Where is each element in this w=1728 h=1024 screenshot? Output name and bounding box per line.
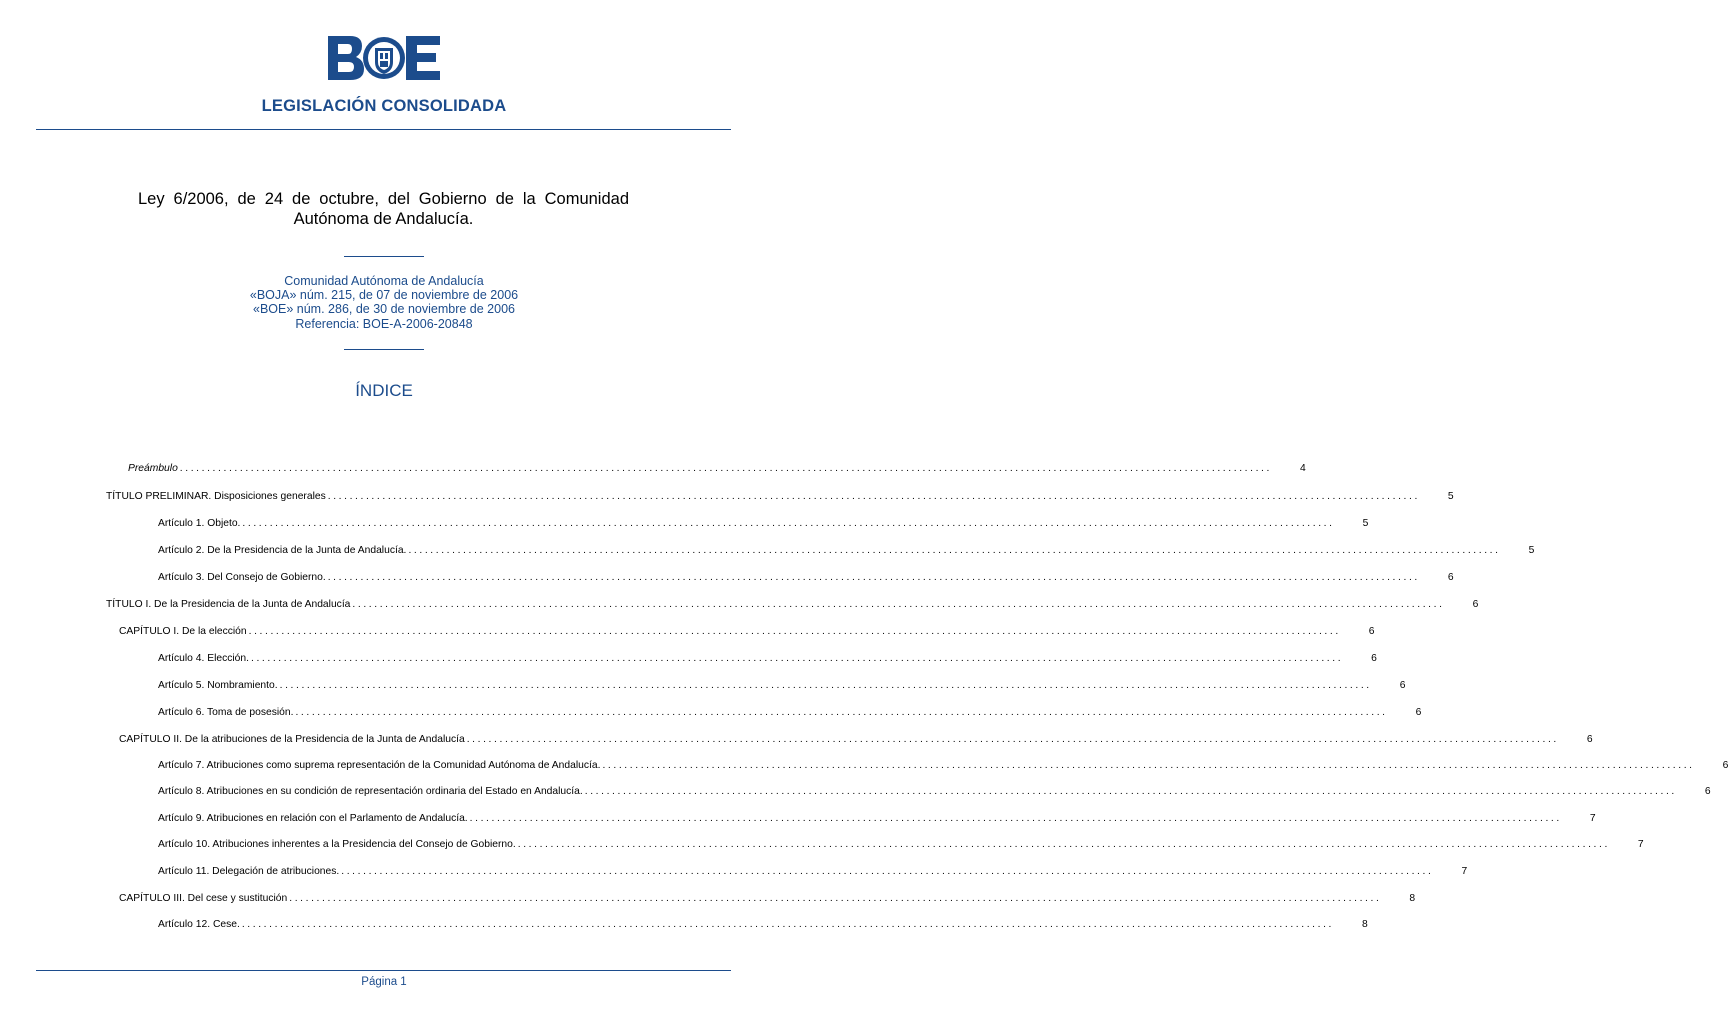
toc-entry-page: 6 [1722, 760, 1728, 771]
meta-boe: «BOE» núm. 286, de 30 de noviembre de 2006 [253, 302, 515, 317]
toc-entry-page: 4 [1299, 463, 1306, 474]
toc-entry[interactable] [158, 679, 1406, 693]
toc-entry-label: Artículo 2. De la Presidencia de la Junta de Andalucía. [158, 545, 407, 556]
toc-entry-page: 6 [1586, 734, 1593, 745]
toc-dot-leader: ........................................................................................................................................................................................................ [327, 572, 1420, 583]
toc-dot-leader: ........................................................................................................................................................................................................ [341, 866, 1434, 877]
document-title-line2: Autónoma de Andalucía. [293, 210, 474, 228]
toc-dot-leader: ........................................................................................................................................................................................................ [251, 653, 1344, 664]
toc-entry[interactable] [158, 759, 1728, 773]
toc-entry-page: 6 [1399, 680, 1406, 691]
meta-divider-top [344, 256, 424, 257]
document-title [138, 189, 629, 229]
toc-entry[interactable] [119, 625, 1375, 639]
toc-entry[interactable] [106, 490, 1454, 504]
toc-entry[interactable] [119, 733, 1593, 747]
toc-entry-label: Artículo 5. Nombramiento. [158, 680, 278, 691]
meta-boja: «BOJA» núm. 215, de 07 de noviembre de 2006 [249, 288, 519, 303]
publication-meta [0, 274, 768, 331]
toc-dot-leader: ........................................................................................................................................................................................................ [295, 707, 1388, 718]
toc-entry-label: Artículo 9. Atribuciones en relación con el Parlamento de Andalucía. [158, 813, 468, 824]
toc-dot-leader: ........................................................................................................................................................................................................ [352, 599, 1445, 610]
toc-entry-label: Artículo 1. Objeto. [158, 518, 241, 529]
toc-dot-leader: ........................................................................................................................................................................................................ [466, 734, 1559, 745]
toc-entry-page: 6 [1447, 572, 1454, 583]
toc-dot-leader: ........................................................................................................................................................................................................ [408, 545, 1501, 556]
meta-community: Comunidad Autónoma de Andalucía [284, 274, 484, 288]
toc-dot-leader: ........................................................................................................................................................................................................ [179, 463, 1272, 474]
toc-entry-page: 6 [1472, 599, 1479, 610]
toc-dot-leader: ........................................................................................................................................................................................................ [242, 518, 1335, 529]
toc-entry[interactable] [158, 652, 1377, 666]
header-divider [36, 129, 731, 130]
section-title: LEGISLACIÓN CONSOLIDADA [261, 97, 507, 115]
toc-entry[interactable] [158, 571, 1454, 585]
toc-dot-leader: ........................................................................................................................................................................................................ [248, 626, 1341, 637]
toc-dot-leader: ........................................................................................................................................................................................................ [469, 813, 1562, 824]
toc-dot-leader: ........................................................................................................................................................................................................ [279, 680, 1372, 691]
index-title: ÍNDICE [355, 381, 413, 400]
toc-entry[interactable] [106, 598, 1479, 612]
toc-entry-label: Artículo 4. Elección. [158, 653, 249, 664]
toc-entry-label: Artículo 10. Atribuciones inherentes a la Presidencia del Consejo de Gobierno. [158, 839, 516, 850]
toc-entry[interactable] [119, 892, 1416, 906]
toc-entry-label: CAPÍTULO I. De la elección [119, 626, 247, 637]
document-title-line1: Ley 6/2006, de 24 de octubre, del Gobierno de la Comunidad [138, 190, 629, 208]
toc-entry-label: Artículo 12. Cese. [158, 919, 240, 930]
toc-entry[interactable] [158, 544, 1535, 558]
meta-divider-bottom [344, 349, 424, 350]
toc-entry-page: 7 [1589, 813, 1596, 824]
toc-entry-label: TÍTULO PRELIMINAR. Disposiciones generales [106, 491, 326, 502]
toc-entry[interactable] [158, 838, 1644, 852]
toc-entry[interactable] [158, 865, 1468, 879]
toc-entry-page: 8 [1362, 919, 1368, 930]
meta-reference: Referencia: BOE-A-2006-20848 [295, 316, 473, 331]
toc-entry-label: Artículo 8. Atribuciones en su condición de representación ordinaria del Estado en Andalucía. [158, 786, 583, 797]
footer-divider [36, 970, 731, 971]
toc-entry-page: 6 [1371, 653, 1377, 664]
toc-entry-page: 6 [1368, 626, 1375, 637]
toc-entry-page: 7 [1637, 839, 1644, 850]
toc-entry-label: Artículo 11. Delegación de atribuciones. [158, 866, 340, 877]
toc-entry-label: TÍTULO I. De la Presidencia de la Junta de Andalucía [106, 599, 351, 610]
toc-entry[interactable] [158, 706, 1422, 720]
toc-entry[interactable] [128, 462, 1306, 476]
toc-entry-page: 6 [1704, 786, 1711, 797]
toc-dot-leader: ........................................................................................................................................................................................................ [289, 893, 1382, 904]
boe-logo [328, 36, 440, 80]
toc-entry-label: Artículo 3. Del Consejo de Gobierno. [158, 572, 326, 583]
toc-entry-label: Artículo 6. Toma de posesión. [158, 707, 294, 718]
toc-dot-leader: ........................................................................................................................................................................................................ [241, 919, 1335, 930]
toc-entry-page: 5 [1362, 518, 1369, 529]
toc-entry-label: Artículo 7. Atribuciones como suprema representación de la Comunidad Autónoma de Andalucía. [158, 760, 601, 771]
toc-entry-label: CAPÍTULO III. Del cese y sustitución [119, 893, 288, 904]
toc-entry[interactable] [158, 812, 1596, 826]
toc-dot-leader: ........................................................................................................................................................................................................ [584, 786, 1677, 797]
toc-entry-label: CAPÍTULO II. De la atribuciones de la Presidencia de la Junta de Andalucía [119, 734, 465, 745]
toc-entry[interactable] [158, 517, 1369, 531]
toc-dot-leader: ........................................................................................................................................................................................................ [517, 839, 1610, 850]
toc-entry-page: 7 [1461, 866, 1468, 877]
page-number: Página 1 [361, 976, 407, 988]
toc-entry-page: 8 [1409, 893, 1416, 904]
toc-entry-label: Preámbulo [128, 463, 178, 474]
toc-entry[interactable] [158, 918, 1368, 932]
toc-entry[interactable] [158, 785, 1711, 799]
toc-entry-page: 6 [1415, 707, 1422, 718]
toc-entry-page: 5 [1528, 545, 1535, 556]
toc-dot-leader: ........................................................................................................................................................................................................ [602, 760, 1695, 771]
toc-entry-page: 5 [1447, 491, 1454, 502]
toc-dot-leader: ........................................................................................................................................................................................................ [327, 491, 1420, 502]
